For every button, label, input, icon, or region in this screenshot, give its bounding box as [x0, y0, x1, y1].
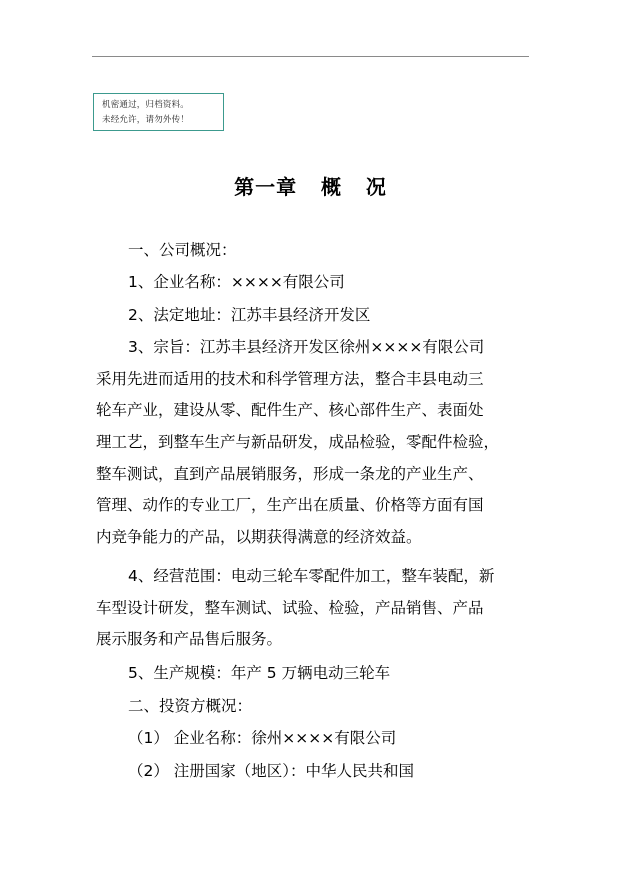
text-line: 车型设计研发，整车测试、试验、检验，产品销售、产品	[96, 598, 484, 617]
text-line: 采用先进而适用的技术和科学管理方法，整合丰县电动三	[96, 369, 484, 388]
paragraph-company-name	[96, 267, 528, 299]
section-heading-company-overview	[96, 235, 528, 267]
text-line: （1） 企业名称：徐州××××有限公司	[128, 729, 397, 747]
paragraph-legal-address	[96, 300, 528, 332]
text-line: 展示服务和产品售后服务。	[96, 630, 283, 649]
paragraph-investor-name	[96, 723, 528, 755]
text-line: 理工艺，到整车生产与新品研发，成品检验，零配件检验，	[96, 433, 500, 452]
text-line: 3、宗旨：江苏丰县经济开发区徐州××××有限公司	[128, 338, 485, 356]
confidential-notice-box	[93, 93, 224, 131]
header-rule	[92, 56, 529, 57]
text-line: 整车测试，直到产品展销服务，形成一条龙的产业生产、	[96, 464, 484, 483]
notice-line-1: 机密通过，归档资料。	[102, 100, 190, 110]
text-line: 管理、动作的专业工厂，生产出在质量、价格等方面有国	[96, 496, 484, 515]
notice-line-2: 未经允许，请勿外传！	[102, 115, 190, 125]
text-line: 1、企业名称：××××有限公司	[128, 273, 345, 291]
paragraph-production-scale	[96, 658, 528, 690]
paragraph-purpose	[96, 332, 528, 554]
text-line: 轮车产业，建设从零、配件生产、核心部件生产、表面处	[96, 401, 484, 420]
text-line: 二、投资方概况：	[128, 697, 253, 715]
section-heading-investor-overview	[96, 691, 528, 723]
text-line: （2） 注册国家（地区）：中华人民共和国	[128, 762, 415, 780]
paragraph-investor-country	[96, 756, 528, 788]
chapter-title: 第一章 概 况	[234, 175, 387, 199]
text-line: 5、生产规模：年产 5 万辆电动三轮车	[128, 664, 391, 682]
text-line: 4、经营范围：电动三轮车零配件加工，整车装配，新	[128, 567, 495, 585]
text-line: 内竞争能力的产品，以期获得满意的经济效益。	[96, 528, 422, 547]
paragraph-business-scope	[96, 561, 528, 656]
text-line: 一、公司概况：	[128, 241, 237, 259]
text-line: 2、法定地址：江苏丰县经济开发区	[128, 306, 371, 324]
